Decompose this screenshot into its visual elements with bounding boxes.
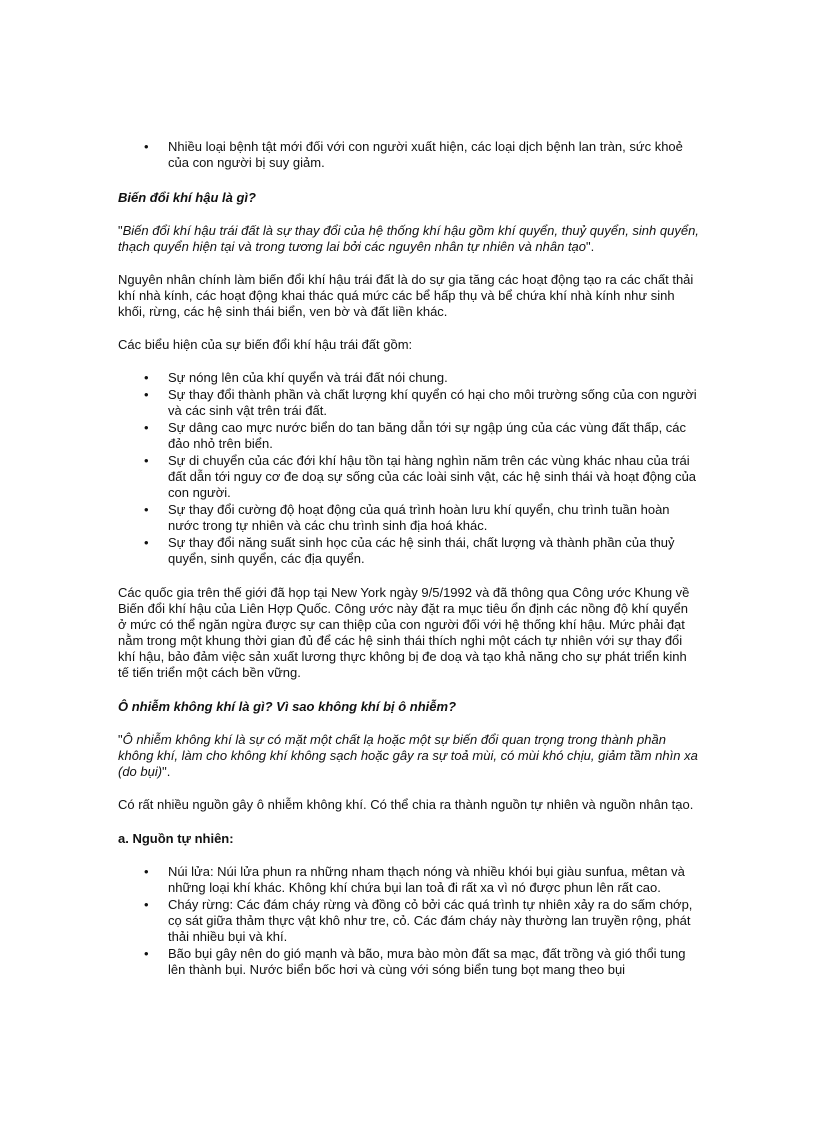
list-item: • Sự thay đổi cường độ hoạt động của quá trình hoàn lưu khí quyển, chu trình tuần hoàn nước trong tự nhiên và các chu trình sinh địa hoá khác. — [168, 502, 700, 534]
manifestations-bullet-list — [118, 370, 700, 567]
disease-bullet-list — [118, 139, 700, 171]
list-item: • Sự nóng lên của khí quyển và trái đất nói chung. — [168, 370, 700, 386]
list-item: • Sự di chuyển của các đới khí hậu tồn tại hàng nghìn năm trên các vùng khác nhau của trái đất dẫn tới nguy cơ đe doạ sự sống của các loài sinh vật, các hệ sinh thái và hoạt động của con người. — [168, 453, 700, 501]
list-item: • Sự thay đổi năng suất sinh học của các hệ sinh thái, chất lượng và thành phần của thuỷ quyển, sinh quyển, các địa quyển. — [168, 535, 700, 567]
manifestations-intro: Các biểu hiện của sự biến đổi khí hậu trái đất gồm: — [118, 337, 413, 352]
list-item: • Bão bụi gây nên do gió mạnh và bão, mưa bào mòn đất sa mạc, đất trồng và gió thổi tung lên thành bụi. Nước biển bốc hơi và cùng với sóng biển tung bọt mang theo bụi — [168, 946, 700, 978]
quote-open-mark: " — [118, 732, 123, 747]
quote-text: Biến đổi khí hậu trái đất là sự thay đổi của hệ thống khí hậu gồm khí quyển, thuỷ quyển, sinh quyển, thạch quyển hiện tại và trong tương lai bởi các nguyên nhân tự nhiên và nhân tạo — [118, 223, 699, 254]
cause-paragraph: Nguyên nhân chính làm biến đổi khí hậu trái đất là do sự gia tăng các hoạt động tạo ra các chất thải khí nhà kính, các hoạt động khai thác quá mức các bể hấp thụ và bể chứa khí nhà kính như sinh khối, rừng, các hệ sinh thái biển, ven bờ và đất liền khác. — [118, 272, 694, 319]
list-item: • Sự thay đổi thành phần và chất lượng khí quyển có hại cho môi trường sống của con người và các sinh vật trên trái đất. — [168, 387, 700, 419]
natural-sources-bullet-list — [118, 864, 700, 978]
list-item: • Núi lửa: Núi lửa phun ra những nham thạch nóng và nhiều khói bụi giàu sunfua, mêtan và những loại khí khác. Không khí chứa bụi lan toả đi rất xa vì nó được phun lên rất cao. — [168, 864, 700, 896]
document-page — [118, 139, 700, 979]
quote-close-mark: ". — [586, 239, 595, 254]
climate-definition-quote — [118, 223, 700, 255]
list-item: • Nhiều loại bệnh tật mới đối với con người xuất hiện, các loại dịch bệnh lan tràn, sức khoẻ của con người bị suy giảm. — [168, 139, 700, 171]
quote-open-mark: " — [118, 223, 123, 238]
quote-text: Ô nhiễm không khí là sự có mặt một chất lạ hoặc một sự biến đổi quan trọng trong thành phần không khí, làm cho không khí không sạch hoặc gây ra sự toả mùi, có mùi khó chịu, giảm tầm nhìn xa (do bụi) — [118, 732, 698, 779]
list-item: • Sự dâng cao mực nước biển do tan băng dẫn tới sự ngập úng của các vùng đất thấp, các đảo nhỏ trên biển. — [168, 420, 700, 452]
section-heading-climate-change: Biến đổi khí hậu là gì? — [118, 190, 256, 205]
pollution-definition-quote — [118, 732, 700, 780]
section-heading-air-pollution: Ô nhiễm không khí là gì? Vì sao không khí bị ô nhiễm? — [118, 699, 457, 714]
convention-paragraph: Các quốc gia trên thế giới đã họp tại New York ngày 9/5/1992 và đã thông qua Công ước Khung về Biến đổi khí hậu của Liên Hợp Quốc. Công ước này đặt ra mục tiêu ổn định các nồng độ khí quyển ở mức có thể ngăn ngừa được sự can thiệp của con người đối với hệ thống khí hậu. Mức phải đạt nằm trong một khung thời gian đủ để các hệ sinh thái thích nghi một cách tự nhiên với sự thay đổi khí hậu, bảo đảm việc sản xuất lương thực không bị đe doạ và tạo khả năng cho sự phát triển kinh tế tiến triển một cách bền vững. — [118, 585, 690, 680]
natural-sources-heading: a. Nguồn tự nhiên: — [118, 831, 234, 846]
sources-paragraph: Có rất nhiều nguồn gây ô nhiễm không khí. Có thể chia ra thành nguồn tự nhiên và nguồn nhân tạo. — [118, 797, 694, 812]
list-item: • Cháy rừng: Các đám cháy rừng và đồng cỏ bởi các quá trình tự nhiên xảy ra do sấm chớp, cọ sát giữa thảm thực vật khô như tre, cỏ. Các đám cháy này thường lan truyền rộng, phát thải nhiều bụi và khí. — [168, 897, 700, 945]
quote-close-mark: ". — [162, 764, 171, 779]
